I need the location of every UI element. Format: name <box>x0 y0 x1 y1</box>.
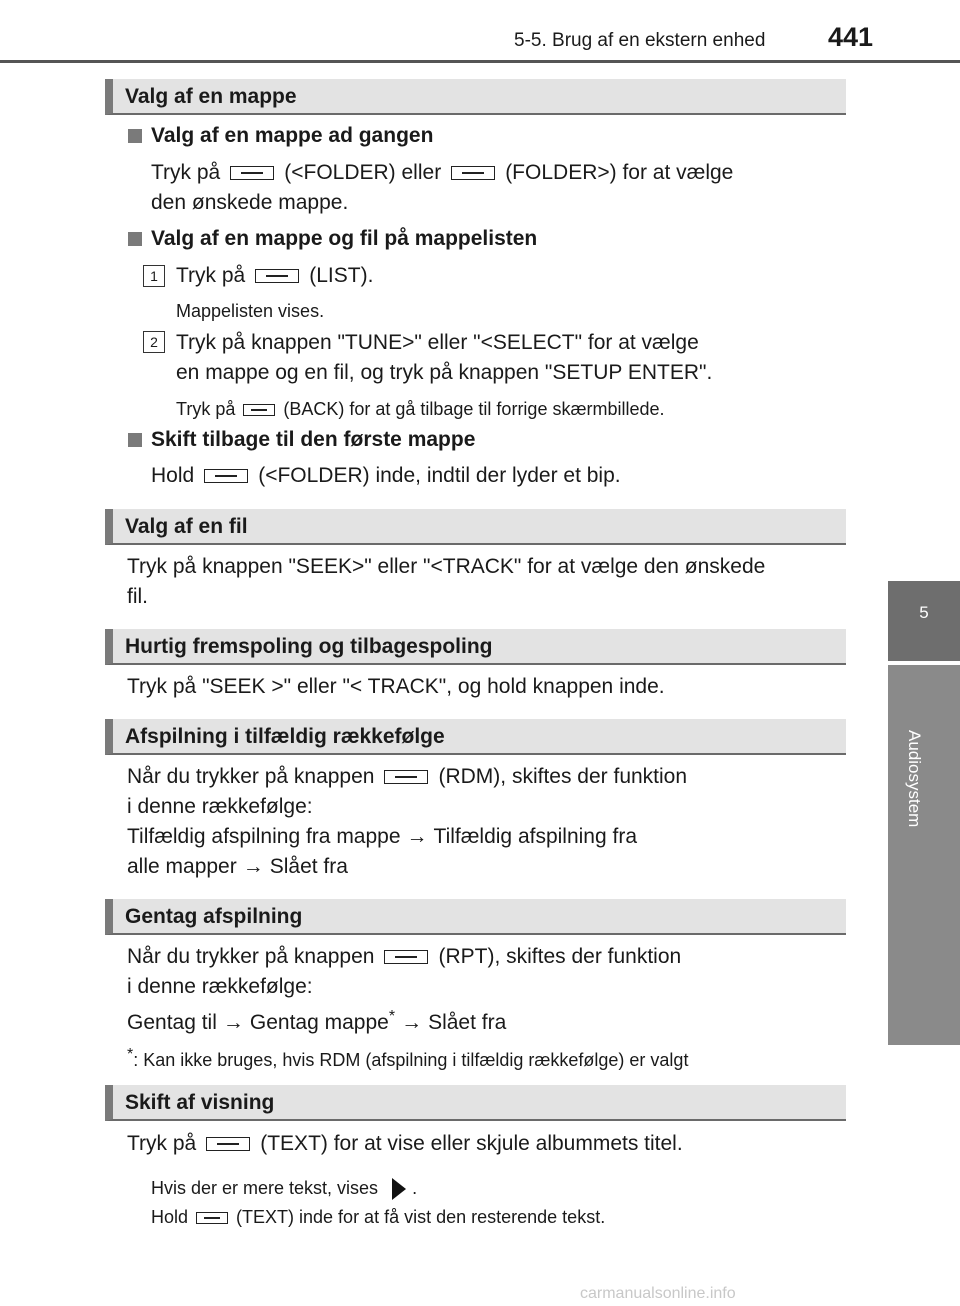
step-text: Tryk på (LIST). <box>176 264 374 287</box>
paragraph: Tryk på "SEEK >" eller "< TRACK", og hold knappen inde. <box>127 675 665 698</box>
arrow-icon: → <box>406 825 428 848</box>
section-title: Gentag afspilning <box>125 905 303 928</box>
paragraph: Hold (<FOLDER) inde, indtil der lyder et bip. <box>151 464 621 487</box>
step-text: Tryk på knappen "TUNE>" eller "<SELECT" for at vælge <box>176 331 699 354</box>
paragraph: Når du trykker på knappen (RDM), skiftes der funktion <box>127 765 688 788</box>
button-icon <box>384 770 428 784</box>
bullet-icon <box>128 433 142 447</box>
button-icon <box>204 469 248 483</box>
subheading: Valg af en mappe ad gangen <box>151 124 434 147</box>
paragraph: alle mapper → Slået fra <box>127 852 348 882</box>
step-text: en mappe og en fil, og tryk på knappen "SETUP ENTER". <box>176 361 713 384</box>
bullet-icon <box>128 232 142 246</box>
header-rule <box>0 60 960 63</box>
arrow-icon: → <box>222 1011 244 1034</box>
step-number: 1 <box>143 265 165 287</box>
section-file <box>105 509 846 545</box>
chapter-number: 5 <box>919 603 929 622</box>
section-title: Hurtig fremspoling og tilbagespoling <box>125 635 493 658</box>
paragraph: Gentag til → Gentag mappe* → Slået fra <box>127 1002 506 1038</box>
section-title: Valg af en mappe <box>125 85 297 108</box>
arrow-icon: → <box>242 855 264 878</box>
section-title: Skift af visning <box>125 1091 275 1114</box>
paragraph: Tilfældig afspilning fra mappe → Tilfældig afspilning fra <box>127 822 637 852</box>
button-icon <box>243 404 275 416</box>
arrow-icon: → <box>401 1011 423 1034</box>
footnote: *: Kan ikke bruges, hvis RDM (afspilning i tilfældig rækkefølge) er valgt <box>127 1046 689 1070</box>
footnote-marker: * <box>388 1008 396 1025</box>
chapter-bar <box>888 665 960 1045</box>
paragraph: Tryk på (<FOLDER) eller (FOLDER>) for at vælge <box>151 161 734 184</box>
paragraph: Når du trykker på knappen (RPT), skiftes der funktion <box>127 945 682 968</box>
subheading: Valg af en mappe og fil på mappelisten <box>151 227 538 250</box>
subheading: Skift tilbage til den første mappe <box>151 428 476 451</box>
chapter-label: Audiosystem <box>905 730 924 828</box>
note: Hvis der er mere tekst, vises . <box>151 1173 417 1203</box>
paragraph: Tryk på (TEXT) for at vise eller skjule albummets titel. <box>127 1132 683 1155</box>
paragraph: den ønskede mappe. <box>151 191 349 214</box>
button-icon <box>384 950 428 964</box>
paragraph: fil. <box>127 585 148 608</box>
button-icon <box>255 269 299 283</box>
play-icon <box>392 1178 406 1200</box>
page-number: 441 <box>828 22 874 52</box>
section-repeat <box>105 899 846 935</box>
button-icon <box>196 1212 228 1224</box>
paragraph: i denne rækkefølge: <box>127 975 313 998</box>
section-folder <box>105 79 846 115</box>
step-number: 2 <box>143 331 165 353</box>
chapter-tab[interactable] <box>888 581 960 661</box>
section-title: Afspilning i tilfældig rækkefølge <box>125 725 445 748</box>
section-fast-forward <box>105 629 846 665</box>
paragraph: i denne rækkefølge: <box>127 795 313 818</box>
step-note: Mappelisten vises. <box>176 301 325 321</box>
header-title: 5-5. Brug af en ekstern enhed <box>514 30 766 51</box>
button-icon <box>206 1137 250 1151</box>
step-note: Tryk på (BACK) for at gå tilbage til forrige skærmbillede. <box>176 399 665 419</box>
section-display <box>105 1085 846 1121</box>
footnote-marker: * <box>127 1046 134 1063</box>
watermark: carmanualsonline.info <box>580 1285 736 1302</box>
button-icon <box>451 166 495 180</box>
section-title: Valg af en fil <box>125 515 248 538</box>
section-random <box>105 719 846 755</box>
button-icon <box>230 166 274 180</box>
note: Hold (TEXT) inde for at få vist den resterende tekst. <box>151 1207 606 1227</box>
bullet-icon <box>128 129 142 143</box>
paragraph: Tryk på knappen "SEEK>" eller "<TRACK" for at vælge den ønskede <box>127 555 766 578</box>
